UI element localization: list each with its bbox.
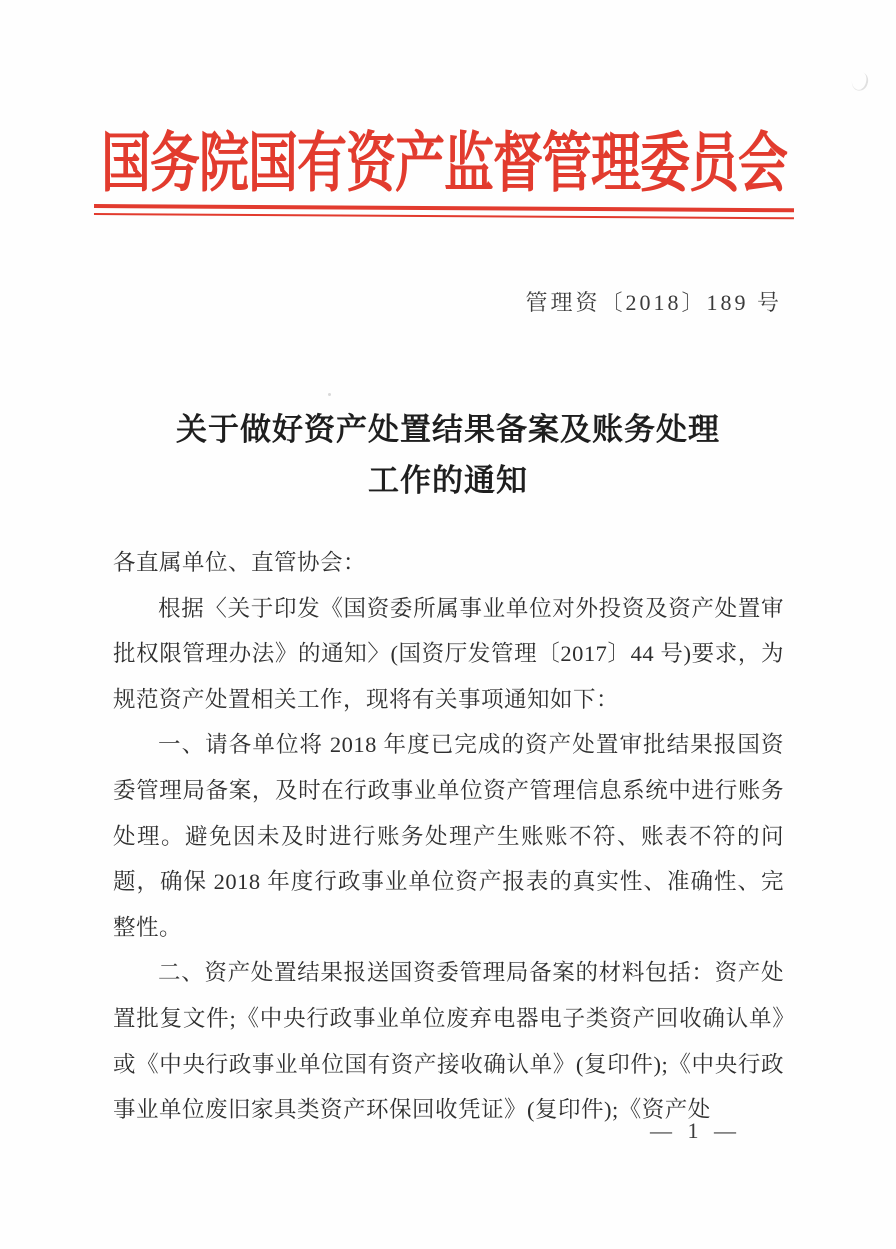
paragraph-basis: 根据〈关于印发《国资委所属事业单位对外投资及资产处置审批权限管理办法》的通知〉(国资厅发管理〔2017〕44 号)要求，为规范资产处置相关工作，现将有关事项通知如下： [113, 595, 784, 712]
organization-masthead: 国务院国有资产监督管理委员会 [101, 126, 787, 200]
scan-artifact-curl [849, 70, 870, 93]
notice-title-line1: 关于做好资产处置结果备案及账务处理 [176, 412, 720, 447]
paragraph-item-1: 一、请各单位将 2018 年度已完成的资产处置审批结果报国资委管理局备案，及时在行政事业单位资产管理信息系统中进行账务处理。避免因未及时进行账务处理产生账账不符、账表不符的问题，确保 2018 年度行政事业单位资产报表的真实性、准确性、完整性。 [113, 732, 784, 940]
notice-title [98, 404, 798, 506]
salutation: 各直属单位、直管协会： [113, 550, 367, 575]
notice-title-line2: 工作的通知 [368, 463, 528, 498]
notice-body [113, 540, 784, 1133]
scan-artifact-speck [328, 393, 331, 396]
document-reference-number: 管理资〔2018〕189 号 [525, 290, 782, 315]
paragraph-item-2: 二、资产处置结果报送国资委管理局备案的材料包括：资产处置批复文件;《中央行政事业单位废弃电器电子类资产回收确认单》或《中央行政事业单位国有资产接收确认单》(复印件);《中央行政事业单位废旧家具类资产环保回收凭证》(复印件);《资产处 [113, 960, 784, 1123]
page-number: — 1 — [650, 1118, 741, 1143]
